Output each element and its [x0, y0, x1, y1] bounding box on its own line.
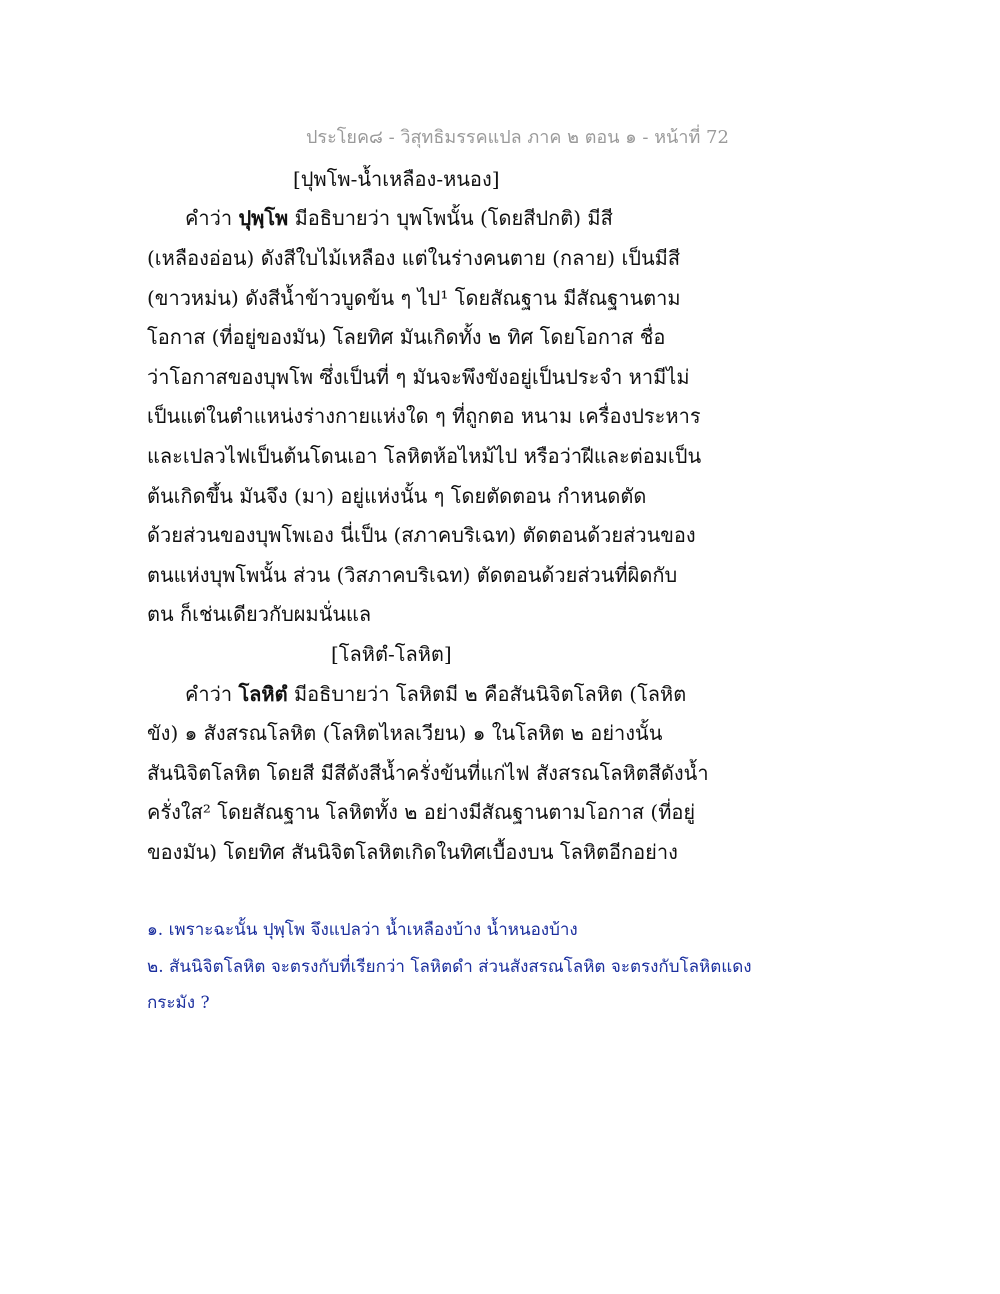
paragraph-line: คำว่า โลหิตํ มีอธิบายว่า โลหิตมี ๒ คือสันนิจิตโลหิต (โลหิต — [185, 682, 687, 706]
paragraph-line: (ขาวหม่น) ดังสีน้ำข้าวบูดข้น ๆ ไป¹ โดยสัณฐาน มีสัณฐานตาม — [147, 286, 681, 310]
paragraph-line: (เหลืองอ่อน) ดังสีใบไม้เหลือง แต่ในร่างคนตาย (กลาย) เป็นมีสี — [147, 246, 681, 270]
paragraph-line: ตน ก็เช่นเดียวกับผมนั่นแล — [147, 602, 372, 626]
paragraph-line: ตนแห่งบุพโพนั้น ส่วน (วิสภาคบริเฉท) ตัดตอนด้วยส่วนที่ผิดกับ — [147, 563, 678, 587]
section-title-pubbo: [ปุพโพ-น้ำเหลือง-หนอง] — [293, 167, 500, 191]
paragraph-line: ขัง) ๑ สังสรณโลหิต (โลหิตไหลเวียน) ๑ ในโลหิต ๒ อย่างนั้น — [147, 721, 663, 745]
page-header: ประโยค๘ - วิสุทธิมรรคแปล ภาค ๒ ตอน ๑ - หน้าที่ 72 — [306, 127, 729, 148]
footnote-1: ๑. เพราะฉะนั้น ปุพฺโพ จึงแปลว่า น้ำเหลืองบ้าง น้ำหนองบ้าง — [147, 920, 578, 940]
section-title-lohita: [โลหิตํ-โลหิต] — [331, 642, 452, 666]
paragraph-line: ต้นเกิดขึ้น มันจึง (มา) อยู่แห่งนั้น ๆ โดยตัดตอน กำหนดตัด — [147, 484, 647, 508]
paragraph-line: เป็นแต่ในตำแหน่งร่างกายแห่งใด ๆ ที่ถูกตอ หนาม เครื่องประหาร — [147, 404, 701, 428]
paragraph-line: ของมัน) โดยทิศ สันนิจิตโลหิตเกิดในทิศเบื้องบน โลหิตอีกอย่าง — [147, 840, 678, 864]
term-lohita: โลหิตํ — [238, 682, 288, 706]
paragraph-line: ครั่งใส² โดยสัณฐาน โลหิตทั้ง ๒ อย่างมีสัณฐานตามโอกาส (ที่อยู่ — [147, 800, 696, 824]
paragraph-line: และเปลวไฟเป็นต้นโดนเอา โลหิตห้อไหม้ไป หรือว่าฝีและต่อมเป็น — [147, 444, 702, 468]
footnote-2-continued: กระมัง ? — [147, 993, 210, 1013]
paragraph-line: สันนิจิตโลหิต โดยสี มีสีดังสีน้ำครั่งข้นที่แก่ไฟ สังสรณโลหิตสีดังน้ำ — [147, 761, 709, 785]
term-pubbo: ปุพฺโพ — [238, 206, 289, 230]
paragraph-line: คำว่า ปุพฺโพ มีอธิบายว่า บุพโพนั้น (โดยสีปกติ) มีสี — [185, 206, 613, 230]
paragraph-line: ด้วยส่วนของบุพโพเอง นี่เป็น (สภาคบริเฉท) ตัดตอนด้วยส่วนของ — [147, 523, 696, 547]
footnote-2: ๒. สันนิจิตโลหิต จะตรงกับที่เรียกว่า โลหิตดำ ส่วนสังสรณโลหิต จะตรงกับโลหิตแดง — [147, 957, 752, 977]
paragraph-line: ว่าโอกาสของบุพโพ ซึ่งเป็นที่ ๆ มันจะพึงขังอยู่เป็นประจำ หามีไม่ — [147, 365, 690, 389]
paragraph-line: โอกาส (ที่อยู่ของมัน) โลยทิศ มันเกิดทั้ง ๒ ทิศ โดยโอกาส ชื่อ — [147, 325, 666, 349]
